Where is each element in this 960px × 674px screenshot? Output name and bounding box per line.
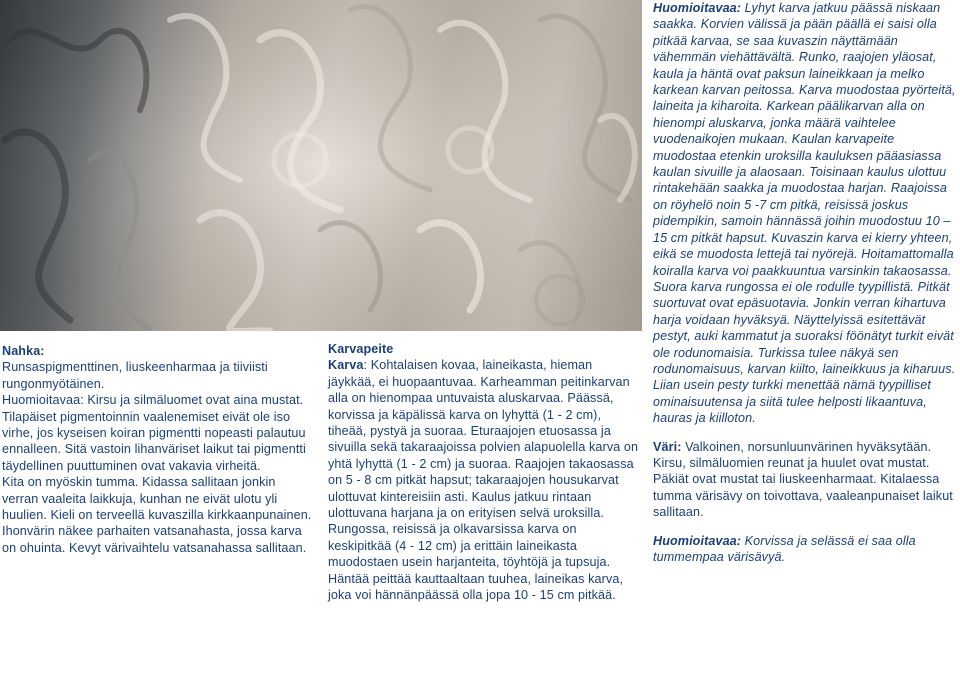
coat-heading: Karvapeite — [328, 342, 394, 356]
fur-photo — [0, 0, 642, 331]
color-description — [653, 439, 957, 521]
color-note-label: Huomioitavaa: — [653, 533, 742, 548]
notes-section — [653, 0, 957, 565]
fur-texture — [0, 0, 642, 331]
coat-label: Karva — [328, 358, 364, 373]
coat-section — [328, 341, 640, 604]
coat-description — [328, 357, 640, 603]
coat-note — [653, 0, 957, 427]
mouth-description: Kita on myöskin tumma. Kidassa sallitaan jonkin verran vaaleita laikkuja, kunhan ne eivät ulotu yli huulien. Kieli on terveellä kuvaszilla kirkkaanpunainen. Ihonvärin näkee parhaiten vatsanahasta, jossa karva on ohuinta. Kevyt värivaihtelu vatsanahassa sallitaan. — [2, 475, 312, 555]
coat-text: : Kohtalaisen kovaa, laineikasta, hieman jäykkää, ei huopaantuvaa. Karheamman peitinkarvan alla on hienompaa untuvaista aluskarvaa. Päässä, korvissa ja käpälissä karva on lyhyttä (1 - 2 cm), tiheää, pystyä ja suoraa. Eturaajojen etuosassa ja sivuilla sekä takaraajoissa polvien alapuolella karva on yhtä lyhyttä (1 - 2 cm) ja suoraa. Raajojen takaosassa on 5 - 8 cm pitkät hapsut; takaraajojen housukarvat ulottuvat kintereisiin asti. Kaulus jatkuu rintaan ulottuvana harjana ja on erityisen selvä uroksilla. Rungossa, reisissä ja olkavarsissa karva on keskipitkää (4 - 12 cm) ja erittäin laineikasta muodostaen usein harjanteita, töyhtöjä ja tupsuja. Häntää peittää kauttaaltaan tuuhea, laineikas karva, joka voi hännänpäässä olla jopa 10 - 15 cm pitkää. — [328, 358, 639, 603]
skin-section — [2, 343, 312, 556]
color-note-text: Korvissa ja selässä ei saa olla tummempaa värisävyä. — [653, 533, 916, 564]
color-label: Väri: — [653, 439, 682, 454]
color-note — [653, 533, 957, 566]
skin-heading: Nahka: — [2, 344, 45, 358]
coat-note-text: Lyhyt karva jatkuu päässä niskaan saakka. Korvien välissä ja pään päällä ei saisi olla pitkää karvaa, se saa kuvaszin näyttämään vähemmän viehättävältä. Runko, raajojen yläosat, kaula ja häntä ovat paksun laineikkaan ja melko karkean karvan peitossa. Karva muodostaa pyörteitä, laineita ja kiharoita. Karkean päälikarvan alla on hienompi aluskarva, jonka määrä vaihtelee vuodenaikojen mukaan. Kaulan karvapeite muodostaa etenkin uroksilla kauluksen pääasiassa kaulan sivuille ja alaosaan. Toisinaan kaulus ulottuu rintakehään saakka ja muodostaa harjan. Raajoissa on röyhelö noin 5 -7 cm pitkä, reisissä joskus pidempikin, samoin hännässä joihin muodostuu 10 – 15 cm pitkät hapsut. Kuvaszin karva ei kierry yhteen, eikä se muodosta lettejä tai nyörejä. Hoitamattomalla koiralla karva voi paakkuuntua varsinkin takaosassa. Suora karva rungossa ei ole rodulle tyypillistä. Pitkät suortuvat ovat epäsuotavia. Jonkin verran kihartuva harja voidaan hyväksyä. Näyttelyissä esitettävät pestyt, auki kammatut ja suoraksi föönätyt turkit eivät ole rodunomaisia. Turkissa tulee näkyä sen rodunomaisuus, karvan kiilto, laineikkuus ja kiharuus. Liian usein pesty turkki menettää nämä tyypilliset ominaisuutensa ja siitä tulee helposti likaantuva, hauras ja kiilloton. — [653, 1, 956, 426]
skin-description: Runsaspigmenttinen, liuskeenharmaa ja tiiviisti rungonmyötäinen. — [2, 360, 268, 391]
color-text: Valkoinen, norsunluunvärinen hyväksytään. Kirsu, silmäluomien reunat ja huulet ovat mustat. Päkiät ovat mustat tai liuskeenharmaat. Kitalaessa tumma värisävy on toivottava, vaaleanpunaiset laikut sallitaan. — [653, 439, 953, 520]
skin-note: Huomioitavaa: Kirsu ja silmäluomet ovat aina mustat. Tilapäiset pigmentoinnin vaalenemiset eivät ole iso virhe, jos kyseisen koiran pigmentti nopeasti palautuu ennalleen. Sitä vastoin lihanväriset laikut tai pigmentti täydellinen puuttuminen ovat vakavia virheitä. — [2, 393, 306, 473]
coat-note-label: Huomioitavaa: — [653, 1, 742, 15]
